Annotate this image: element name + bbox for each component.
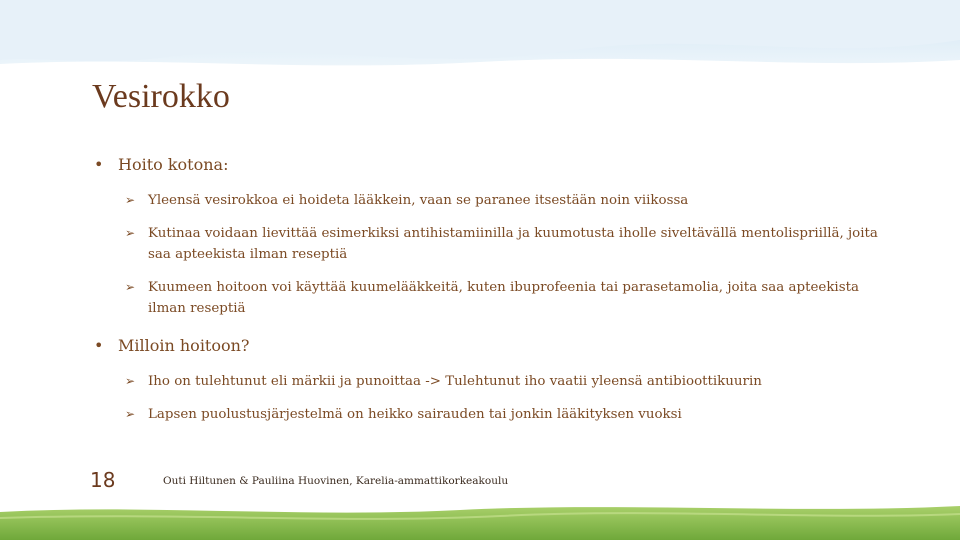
arrow-bullet-icon: ➢ bbox=[125, 193, 136, 207]
arrow-bullet-icon: ➢ bbox=[125, 407, 136, 421]
slide-content bbox=[92, 148, 892, 425]
bullet-icon: • bbox=[94, 155, 104, 174]
footer-author: Outi Hiltunen & Pauliina Huovinen, Karelia-ammattikorkeakoulu bbox=[163, 475, 509, 487]
section-heading-when-to-seek-care bbox=[92, 333, 892, 359]
list-item-text: Iho on tulehtunut eli märkii ja punoittaa -> Tulehtunut iho vaatii yleensä antibioottikuurin bbox=[148, 374, 762, 389]
section-heading-home-care bbox=[92, 152, 892, 178]
list-item-text: Kutinaa voidaan lievittää esimerkiksi antihistamiinilla ja kuumotusta iholle siveltävällä mentolispriillä, joita saa apteekista ilman reseptiä bbox=[148, 226, 878, 262]
arrow-bullet-icon: ➢ bbox=[125, 374, 136, 388]
section-heading-label: Milloin hoitoon? bbox=[118, 336, 250, 355]
slide-number: 18 bbox=[90, 468, 116, 492]
arrow-bullet-icon: ➢ bbox=[125, 280, 136, 294]
list-item bbox=[92, 371, 892, 392]
list-item bbox=[92, 223, 892, 265]
list-item-text: Lapsen puolustusjärjestelmä on heikko sairauden tai jonkin lääkityksen vuoksi bbox=[148, 407, 682, 422]
section-heading-label: Hoito kotona: bbox=[118, 155, 229, 174]
list-item bbox=[92, 190, 892, 211]
list-item-text: Kuumeen hoitoon voi käyttää kuumelääkkeitä, kuten ibuprofeenia tai parasetamolia, joita saa apteekista ilman reseptiä bbox=[148, 280, 859, 316]
slide-title: Vesirokko bbox=[92, 78, 230, 115]
list-item bbox=[92, 404, 892, 425]
list-item bbox=[92, 277, 892, 319]
arrow-bullet-icon: ➢ bbox=[125, 226, 136, 240]
bullet-icon: • bbox=[94, 336, 104, 355]
grass-strip bbox=[0, 506, 960, 540]
list-item-text: Yleensä vesirokkoa ei hoideta lääkkein, vaan se paranee itsestään noin viikossa bbox=[148, 193, 689, 208]
